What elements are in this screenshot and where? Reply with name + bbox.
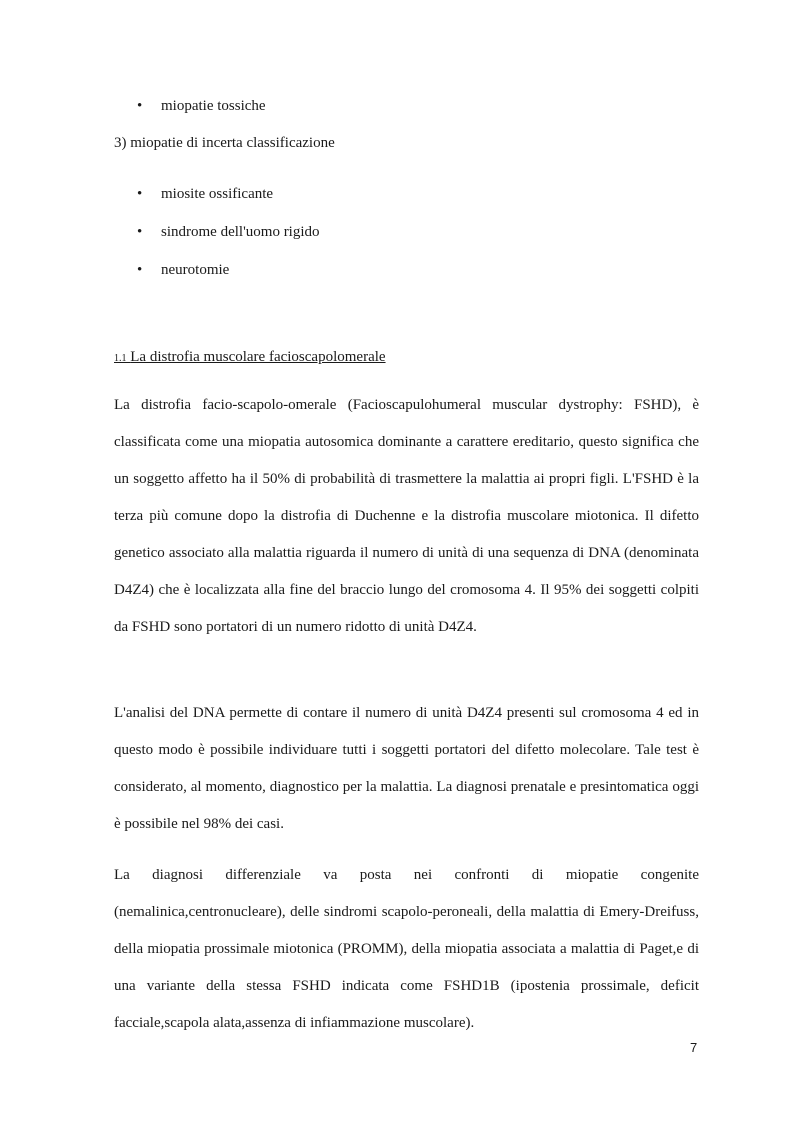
page-number: 7 <box>690 1040 698 1055</box>
paragraph: La distrofia facio-scapolo-omerale (Facioscapulohumeral muscular dystrophy: FSHD), è classificata come una miopatia autosomica dominante a carattere ereditario, questo significa che un soggetto affetto ha il 50% di probabilità di trasmettere la malattia ai propri figli. L'FSHD è la terza più comune dopo la distrofia di Duchenne e la distrofia muscolare miotonica. Il difetto genetico associato alla malattia riguarda il numero di unità di una sequenza di DNA (denominata D4Z4) che è localizzata alla fine del braccio lungo del cromosoma 4. Il 95% dei soggetti colpiti da FSHD sono portatori di un numero ridotto di unità D4Z4. <box>114 397 699 635</box>
list-item-text: miosite ossificante <box>161 186 274 202</box>
bullet-icon: • <box>137 98 143 114</box>
section-number: 1.1 <box>114 353 127 364</box>
list-item-text: sindrome dell'uomo rigido <box>161 224 320 240</box>
list-item-text: miopatie tossiche <box>161 98 266 114</box>
bullet-icon: • <box>137 186 143 202</box>
category-heading: 3) miopatie di incerta classificazione <box>114 135 335 151</box>
paragraph: L'analisi del DNA permette di contare il numero di unità D4Z4 presenti sul cromosoma 4 ed in questo modo è possibile individuare tutti i soggetti portatori del difetto molecolare. Tale test è considerato, al momento, diagnostico per la malattia. La diagnosi prenatale e presintomatica oggi è possibile nel 98% dei casi. <box>114 705 699 832</box>
list-item <box>137 222 320 242</box>
list-item-text: neurotomie <box>161 262 230 278</box>
paragraph: La diagnosi differenziale va posta nei confronti di miopatie congenite (nemalinica,centronucleare), delle sindromi scapolo-peroneali, della malattia di Emery-Dreifuss, della miopatia prossimale miotonica (PROMM), della miopatia associata a malattia di Paget,e di una variante della stessa FSHD indicata come FSHD1B (ipostenia prossimale, deficit facciale,scapola alata,assenza di infiammazione muscolare). <box>114 867 699 1031</box>
list-item <box>137 96 266 116</box>
list-item <box>137 260 229 280</box>
bullet-icon: • <box>137 262 143 278</box>
bullet-icon: • <box>137 224 143 240</box>
list-item <box>137 184 273 204</box>
section-heading <box>114 346 386 370</box>
section-title: La distrofia muscolare facioscapolomerale <box>130 349 386 365</box>
